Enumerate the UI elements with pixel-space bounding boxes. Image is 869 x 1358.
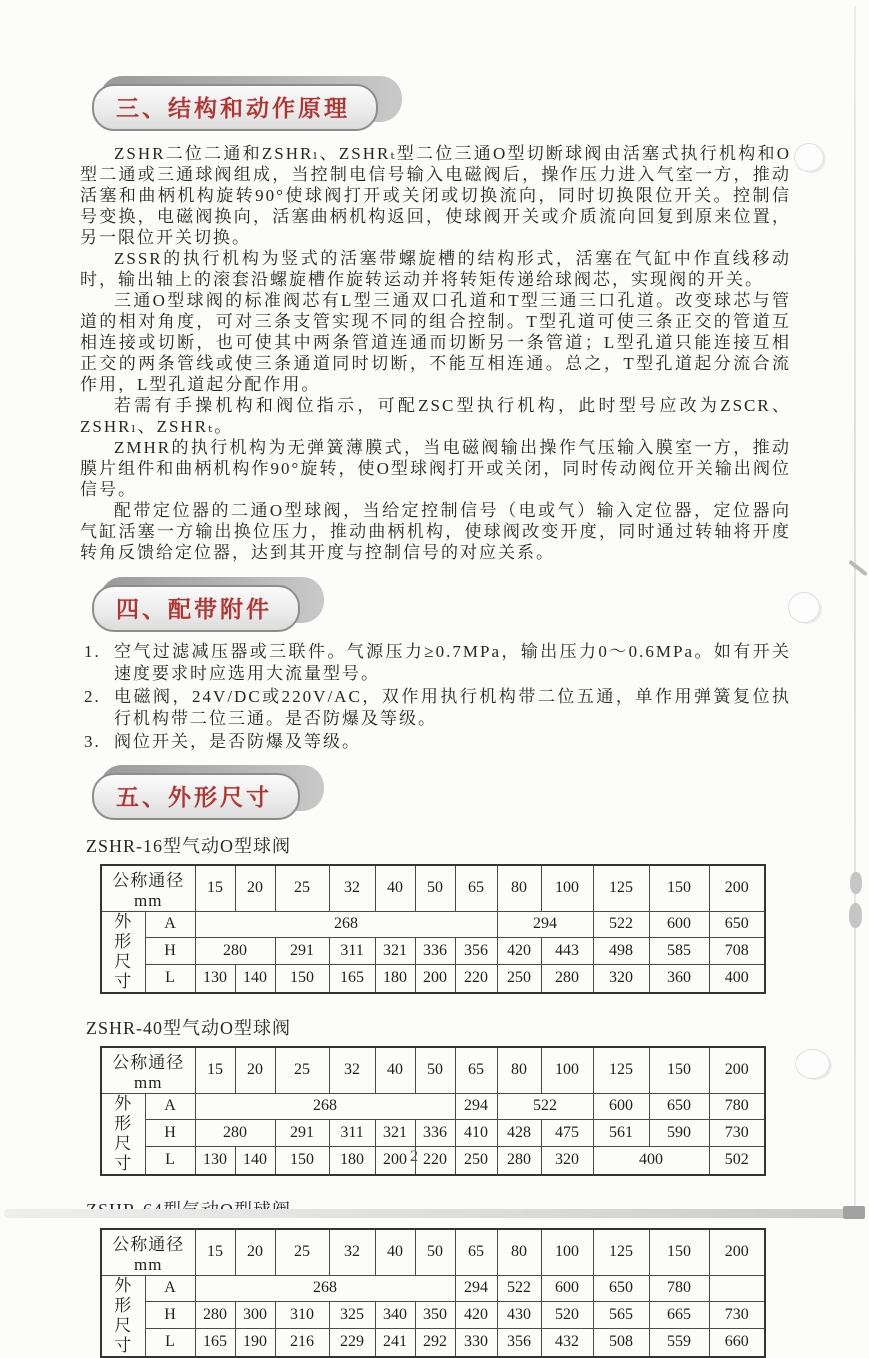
dimension-value: 291 [275,1120,329,1147]
dimension-value: 140 [235,965,275,993]
table-header-row [101,1229,765,1276]
dimension-value: 311 [329,938,375,965]
dimension-value: 336 [415,1120,455,1147]
section-title-dimensions: 五、外形尺寸 [92,773,300,820]
dimension-value: 660 [709,1329,765,1357]
scan-bottom-shadow [4,1209,859,1218]
dimension-value: 502 [709,1147,765,1175]
dimension-value: 165 [195,1329,235,1357]
size-column-header: 200 [709,1229,765,1276]
page-edge-mark [849,903,862,928]
section-title-structure: 三、结构和动作原理 [92,84,378,131]
table-caption: ZSHR-40型气动O型球阀 [86,1017,292,1038]
accessory-item [84,641,791,684]
dimension-value: 300 [235,1302,275,1329]
size-column-header: 25 [275,865,329,912]
row-group-label: 外形尺寸 [101,1093,145,1175]
row-label: A [145,1275,195,1302]
dimension-value: 730 [709,1120,765,1147]
size-column-header: 125 [593,865,649,912]
size-column-header: 100 [541,1229,593,1276]
dimension-value: 320 [593,965,649,993]
dimension-value: 428 [497,1120,541,1147]
dimension-tables [80,832,791,1358]
dimension-value: 140 [235,1147,275,1175]
section-header-accessories [92,585,300,632]
dimension-value: 291 [275,938,329,965]
dimension-value: 650 [593,1275,649,1302]
accessory-item [84,731,791,753]
size-column-header: 80 [497,1047,541,1094]
dimension-value: 180 [329,1147,375,1175]
dimension-value: 330 [455,1329,497,1357]
body-paragraph: ZSSR的执行机构为竖式的活塞带螺旋槽的结构形式，活塞在气缸中作直线移动时，输出轴上的滚套沿螺旋槽作旋转运动并将转矩传递给球阀芯，实现阀的开关。 [80,249,791,289]
size-column-header: 80 [497,865,541,912]
size-column-header: 40 [375,865,415,912]
dimension-value: 336 [415,938,455,965]
section-header-dimensions [92,773,300,820]
dimension-value: 522 [497,1275,541,1302]
dimension-value: 294 [497,911,593,938]
row-label: A [145,1093,195,1120]
body-paragraph: ZMHR的执行机构为无弹簧薄膜式，当电磁阀输出操作气压输入膜室一方，推动膜片组件和曲柄机构作90°旋转，使O型球阀打开或关闭，同时传动阀位开关输出阀位信号。 [80,438,791,499]
size-column-header: 125 [593,1047,649,1094]
size-column-header: 65 [455,1229,497,1276]
row-label: A [145,911,195,938]
dimension-value: 350 [415,1302,455,1329]
table-row [101,1302,765,1329]
size-column-header: 40 [375,1229,415,1276]
row-group-label: 外形尺寸 [101,911,145,993]
dimension-value: 730 [709,1302,765,1329]
dimension-value: 150 [275,965,329,993]
punch-hole [795,1049,830,1079]
size-column-header: 20 [235,1229,275,1276]
size-column-header: 15 [195,1047,235,1094]
size-column-header: 20 [235,865,275,912]
dimension-value: 280 [195,1302,235,1329]
size-column-header: 20 [235,1047,275,1094]
size-column-header: 40 [375,1047,415,1094]
dimension-value: 498 [593,938,649,965]
size-column-header: 150 [649,1229,709,1276]
dimension-value: 430 [497,1302,541,1329]
row-label: L [145,1329,195,1357]
size-column-header: 25 [275,1229,329,1276]
dimension-value: 780 [709,1093,765,1120]
dimension-value: 216 [275,1329,329,1357]
body-paragraph: 配带定位器的二通O型球阀，当给定控制信号（电或气）输入定位器，定位器向气缸活塞一方输出换位压力，推动曲柄机构，使球阀改变开度，同时通过转轴将开度转角反馈给定位器，达到其开度与控制信号的对应关系。 [80,501,791,562]
body-paragraph: 三通O型球阀的标准阀芯有L型三通双口孔道和T型三通三口孔道。改变球芯与管道的相对角度，可对三条支管实现不同的组合控制。T型孔道可使三条正交的管道互相连接或切断，也可使其中两条管道连通而切断另一条管道；L型孔道只能连接互相正交的两条管线或使三条通道同时切断，不能互相连通。总之，T型孔道起分流合流作用，L型孔道起分配作用。 [80,291,791,394]
dimension-value: 165 [329,965,375,993]
dimension-value [709,1275,765,1302]
size-column-header: 150 [649,865,709,912]
table-row [101,1120,765,1147]
row-label: H [145,938,195,965]
dimension-value: 321 [375,938,415,965]
accessories-list [80,641,791,753]
dimension-value: 268 [195,1275,455,1302]
row-group-label: 外形尺寸 [101,1275,145,1357]
table-row [101,965,765,993]
size-column-header: 150 [649,1047,709,1094]
dimension-value: 268 [195,1093,455,1120]
accessory-item-text: 空气过滤减压器或三联件。气源压力≥0.7MPa，输出压力0～0.6MPa。如有开关速度要求时应选用大流量型号。 [114,642,791,683]
nominal-diameter-header: 公称通径mm [101,865,195,912]
dimension-value: 522 [497,1093,593,1120]
dimension-value: 420 [455,1302,497,1329]
dimension-value: 280 [497,1147,541,1175]
dimension-value: 410 [455,1120,497,1147]
dimension-table [100,1228,766,1358]
page-edge-line [854,6,856,1214]
accessory-item-number: 2. [84,687,101,706]
dimension-value: 294 [455,1275,497,1302]
accessory-item-text: 阀位开关，是否防爆及等级。 [114,732,361,751]
dimension-value: 600 [649,911,709,938]
size-column-header: 50 [415,1229,455,1276]
dimension-value: 565 [593,1302,649,1329]
body-paragraph: 若需有手操机构和阀位指示，可配ZSC型执行机构，此时型号应改为ZSCR、ZSHRₗ、ZSHRₜ。 [80,396,791,436]
row-label: L [145,965,195,993]
dimension-value: 585 [649,938,709,965]
dimension-value: 522 [593,911,649,938]
dimension-value: 190 [235,1329,275,1357]
dimension-value: 708 [709,938,765,965]
dimension-value: 665 [649,1302,709,1329]
accessory-item-number: 3. [84,732,101,751]
dimension-value: 400 [593,1147,709,1175]
size-column-header: 15 [195,865,235,912]
punch-hole [788,592,820,623]
dimension-value: 310 [275,1302,329,1329]
body-paragraph: ZSHR二位二通和ZSHRₗ、ZSHRₜ型二位三通O型切断球阀由活塞式执行机构和O型二通或三通球阀组成，当控制电信号输入电磁阀后，操作压力进入气室一方，推动活塞和曲柄机构旋转90°使球阀打开或关闭或切换流向，同时切换限位开关。控制信号变换，电磁阀换向，活塞曲柄机构返回，使球阀开关或介质流向回复到原来位置，另一限位开关切换。 [80,144,791,247]
dimension-table-block [80,1196,791,1358]
dimension-value: 400 [709,965,765,993]
size-column-header: 15 [195,1229,235,1276]
dimension-value: 420 [497,938,541,965]
size-column-header: 50 [415,865,455,912]
dimension-value: 130 [195,1147,235,1175]
dimension-value: 650 [709,911,765,938]
dimension-value: 220 [455,965,497,993]
size-column-header: 50 [415,1047,455,1094]
dimension-value: 280 [195,1120,275,1147]
size-column-header: 25 [275,1047,329,1094]
accessory-item [84,686,791,729]
nominal-diameter-header: 公称通径mm [101,1229,195,1276]
dimension-value: 320 [541,1147,593,1175]
dimension-table-block [80,832,791,994]
dimension-value: 229 [329,1329,375,1357]
table-header-row [101,1047,765,1094]
dimension-value: 600 [541,1275,593,1302]
dimension-value: 443 [541,938,593,965]
dimension-value: 200 [375,1147,415,1175]
dimension-table [100,864,766,994]
dimension-value: 241 [375,1329,415,1357]
dimension-value: 294 [455,1093,497,1120]
table-row [101,911,765,938]
size-column-header: 65 [455,865,497,912]
dimension-value: 600 [593,1093,649,1120]
accessory-item-number: 1. [84,642,101,661]
dimension-value: 311 [329,1120,375,1147]
dimension-value: 360 [649,965,709,993]
dimension-value: 780 [649,1275,709,1302]
size-column-header: 80 [497,1229,541,1276]
dimension-value: 590 [649,1120,709,1147]
section-title-accessories: 四、配带附件 [92,585,300,632]
table-caption: ZSHR-16型气动O型球阀 [86,835,292,856]
dimension-value: 520 [541,1302,593,1329]
size-column-header: 100 [541,1047,593,1094]
size-column-header: 32 [329,1047,375,1094]
table-row [101,1093,765,1120]
table-row [101,1275,765,1302]
size-column-header: 125 [593,1229,649,1276]
dimension-value: 321 [375,1120,415,1147]
dimension-value: 130 [195,965,235,993]
table-row [101,1329,765,1357]
dimension-value: 250 [455,1147,497,1175]
page-edge-mark [850,872,862,894]
structure-paragraphs [80,143,791,563]
accessory-item-text: 电磁阀，24V/DC或220V/AC，双作用执行机构带二位五通，单作用弹簧复位执行机构带二位三通。是否防爆及等级。 [114,687,791,728]
dimension-value: 508 [593,1329,649,1357]
dimension-value: 250 [497,965,541,993]
dimension-value: 280 [195,938,275,965]
dimension-value: 650 [649,1093,709,1120]
dimension-value: 220 [415,1147,455,1175]
punch-hole [794,143,824,172]
table-header-row [101,865,765,912]
size-column-header: 200 [709,865,765,912]
row-label: H [145,1302,195,1329]
dimension-value: 356 [497,1329,541,1357]
dimension-value: 356 [455,938,497,965]
dimension-value: 340 [375,1302,415,1329]
dimension-value: 268 [195,911,497,938]
dimension-value: 561 [593,1120,649,1147]
size-column-header: 32 [329,1229,375,1276]
table-row [101,938,765,965]
section-header-structure [92,84,378,131]
dimension-value: 325 [329,1302,375,1329]
dimension-value: 280 [541,965,593,993]
size-column-header: 32 [329,865,375,912]
size-column-header: 65 [455,1047,497,1094]
dimension-value: 432 [541,1329,593,1357]
dimension-value: 150 [275,1147,329,1175]
dimension-value: 180 [375,965,415,993]
size-column-header: 100 [541,865,593,912]
dimension-value: 559 [649,1329,709,1357]
size-column-header: 200 [709,1047,765,1094]
row-label: H [145,1120,195,1147]
page-number: 2 [410,1148,419,1165]
dimension-value: 200 [415,965,455,993]
dimension-value: 292 [415,1329,455,1357]
dimension-value: 475 [541,1120,593,1147]
row-label: L [145,1147,195,1175]
scan-bottom-corner-shadow [843,1206,865,1219]
nominal-diameter-header: 公称通径mm [101,1047,195,1094]
